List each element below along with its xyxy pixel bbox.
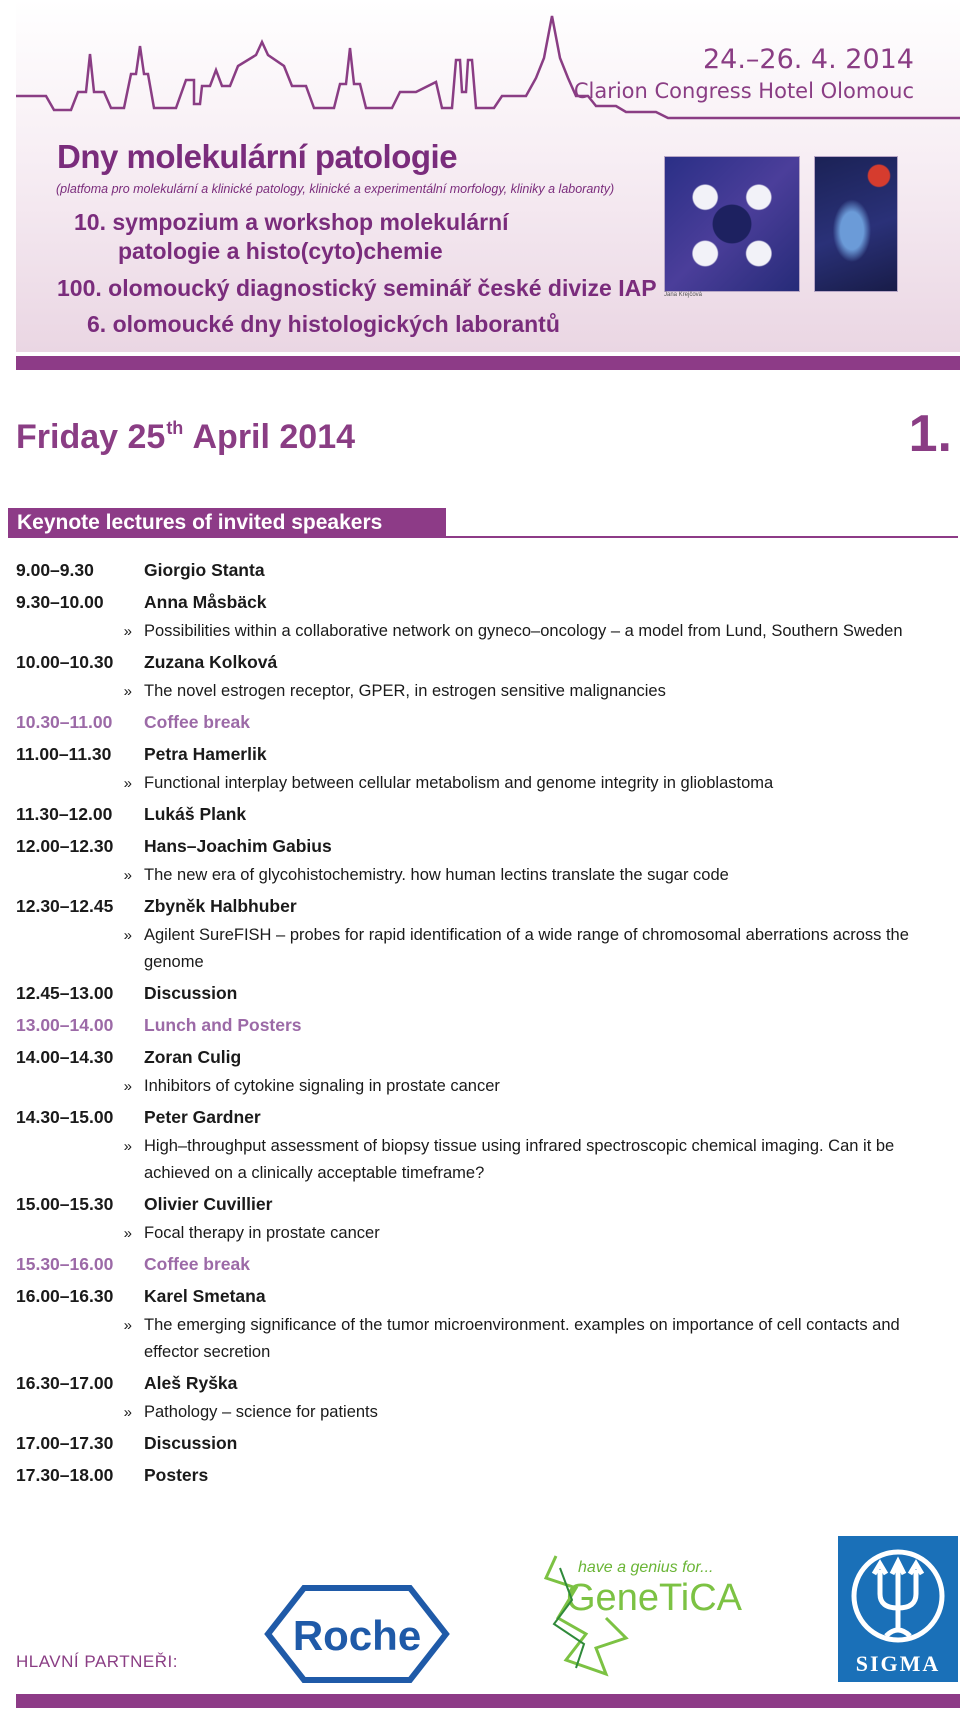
seminar-number: 100. <box>57 275 102 301</box>
symposium-text: sympozium a workshop molekulární <box>112 209 509 235</box>
talk-title-row <box>16 1399 946 1426</box>
speaker-name: Posters <box>144 1465 209 1485</box>
lab-days-line <box>87 310 560 338</box>
schedule-row <box>16 1280 946 1312</box>
genetica-logo <box>536 1548 756 1688</box>
speaker-name: Karel Smetana <box>144 1286 266 1306</box>
schedule-row <box>16 977 946 1009</box>
break-label: Lunch and Posters <box>144 1015 302 1035</box>
schedule-row <box>16 646 946 678</box>
session-time: 14.30–15.00 <box>16 1107 114 1127</box>
bullet-glyph: » <box>123 1078 132 1095</box>
symposium-line-1 <box>74 208 509 236</box>
session-time: 13.00–14.00 <box>16 1015 114 1035</box>
break-label: Coffee break <box>144 712 251 732</box>
seminar-line <box>57 274 657 302</box>
bullet-glyph: » <box>123 867 132 884</box>
schedule-row <box>16 1459 946 1491</box>
footer-band <box>16 1694 960 1708</box>
talk-title: Focal therapy in prostate cancer <box>144 1224 380 1242</box>
session-time: 17.00–17.30 <box>16 1433 114 1453</box>
day-month-year: April 2014 <box>192 418 356 456</box>
section-title: Keynote lectures of invited speakers <box>8 508 446 538</box>
event-title: Dny molekulární patologie <box>57 138 458 175</box>
day-heading <box>16 418 355 457</box>
speaker-name: Aleš Ryška <box>144 1373 238 1393</box>
speaker-name: Anna Måsbäck <box>144 592 267 612</box>
speaker-name: Zoran Culig <box>144 1047 242 1067</box>
schedule-row <box>16 1188 946 1220</box>
talk-title: High–throughput assessment of biopsy tissue using infrared spectroscopic chemical imaging. Can it be achieved on a clinically acceptable timeframe? <box>144 1137 895 1182</box>
bullet-glyph: » <box>123 623 132 640</box>
bullet-glyph: » <box>123 1138 132 1155</box>
speaker-name: Discussion <box>144 983 238 1003</box>
speaker-name: Zuzana Kolková <box>144 652 278 672</box>
artwork-image-2 <box>814 156 898 292</box>
event-subtitle: (platfoma pro molekulární a klinické patology, klinické a experimentální morfology, kliniky a laboranty) <box>56 182 615 196</box>
speaker-name: Giorgio Stanta <box>144 560 265 580</box>
schedule-row <box>16 798 946 830</box>
roche-logo-text: Roche <box>292 1612 422 1659</box>
bullet-glyph: » <box>123 1404 132 1421</box>
header-divider-band <box>16 356 960 370</box>
schedule-row <box>16 1101 946 1133</box>
schedule-break-row <box>16 1248 946 1280</box>
schedule-row <box>16 1427 946 1459</box>
talk-title-row <box>16 678 946 705</box>
lab-days-text: olomoucké dny histologických laborantů <box>112 311 560 337</box>
day-weekday: Friday 25 <box>16 418 166 456</box>
session-time: 9.30–10.00 <box>16 592 104 612</box>
event-dates <box>574 44 914 106</box>
talk-title-row <box>16 1312 946 1366</box>
section-underline <box>446 536 958 538</box>
schedule-row <box>16 554 946 586</box>
talk-title: The emerging significance of the tumor microenvironment. examples on importance of cell contacts and effector secretion <box>144 1316 900 1361</box>
session-time: 12.30–12.45 <box>16 896 114 916</box>
schedule-row <box>16 738 946 770</box>
session-time: 11.30–12.00 <box>16 804 113 824</box>
sigma-logo-text: SIGMA <box>855 1651 941 1676</box>
schedule-row <box>16 1041 946 1073</box>
schedule-row <box>16 586 946 618</box>
partners-label: HLAVNÍ PARTNEŘI: <box>16 1652 178 1671</box>
talk-title-row <box>16 1073 946 1100</box>
session-time: 10.00–10.30 <box>16 652 114 672</box>
speaker-name: Hans–Joachim Gabius <box>144 836 332 856</box>
schedule-row <box>16 890 946 922</box>
talk-title: Agilent SureFISH – probes for rapid identification of a wide range of chromosomal aberrations across the genome <box>144 926 909 971</box>
schedule-break-row <box>16 1009 946 1041</box>
schedule-row <box>16 830 946 862</box>
session-time: 16.00–16.30 <box>16 1286 114 1306</box>
session-time: 17.30–18.00 <box>16 1465 114 1485</box>
talk-title: The novel estrogen receptor, GPER, in estrogen sensitive malignancies <box>144 682 666 700</box>
genetica-tagline: have a genius for... <box>578 1559 714 1576</box>
artwork-credit: Jana Krejčová <box>664 292 703 298</box>
schedule-list <box>16 554 946 1491</box>
speaker-name: Lukáš Plank <box>144 804 247 824</box>
speaker-name: Peter Gardner <box>144 1107 261 1127</box>
bullet-glyph: » <box>123 1225 132 1242</box>
genetica-logo-text: GeneTiCA <box>566 1577 742 1619</box>
bullet-glyph: » <box>123 775 132 792</box>
talk-title-row <box>16 862 946 889</box>
symposium-number: 10. <box>74 209 106 235</box>
session-time: 15.00–15.30 <box>16 1194 114 1214</box>
dates-text: 24.–26. 4. 2014 <box>702 44 914 75</box>
talk-title: Inhibitors of cytokine signaling in prostate cancer <box>144 1077 500 1095</box>
speaker-name: Discussion <box>144 1433 238 1453</box>
speaker-name: Petra Hamerlik <box>144 744 267 764</box>
talk-title: Pathology – science for patients <box>144 1403 378 1421</box>
session-time: 16.30–17.00 <box>16 1373 114 1393</box>
break-label: Coffee break <box>144 1254 251 1274</box>
session-time: 9.00–9.30 <box>16 560 94 580</box>
talk-title-row <box>16 618 946 645</box>
session-time: 11.00–11.30 <box>16 744 112 764</box>
symposium-line-1b: patologie a histo(cyto)chemie <box>118 238 443 264</box>
speaker-name: Olivier Cuvillier <box>144 1194 273 1214</box>
sigma-logo <box>838 1536 958 1682</box>
artwork-image-1 <box>664 156 800 292</box>
talk-title-row <box>16 1220 946 1247</box>
session-time: 15.30–16.00 <box>16 1254 114 1274</box>
talk-title: Possibilities within a collaborative network on gyneco–oncology – a model from Lund, Southern Sweden <box>144 622 903 640</box>
bullet-glyph: » <box>123 1317 132 1334</box>
bullet-glyph: » <box>123 927 132 944</box>
session-time: 14.00–14.30 <box>16 1047 114 1067</box>
roche-logo <box>264 1584 450 1684</box>
day-number: 1. <box>908 405 952 463</box>
session-time: 12.45–13.00 <box>16 983 114 1003</box>
session-time: 12.00–12.30 <box>16 836 114 856</box>
day-suffix: th <box>166 418 184 438</box>
talk-title: Functional interplay between cellular metabolism and genome integrity in glioblastoma <box>144 774 774 792</box>
venue-text: Clarion Congress Hotel Olomouc <box>573 79 914 103</box>
talk-title: The new era of glycohistochemistry. how human lectins translate the sugar code <box>144 866 729 884</box>
seminar-text: olomoucký diagnostický seminář české divize IAP <box>108 275 657 301</box>
schedule-break-row <box>16 706 946 738</box>
talk-title-row <box>16 1133 946 1187</box>
speaker-name: Zbyněk Halbhuber <box>144 896 297 916</box>
bullet-glyph: » <box>123 683 132 700</box>
talk-title-row <box>16 770 946 797</box>
session-time: 10.30–11.00 <box>16 712 113 732</box>
schedule-row <box>16 1367 946 1399</box>
lab-days-number: 6. <box>87 311 107 337</box>
talk-title-row <box>16 922 946 976</box>
